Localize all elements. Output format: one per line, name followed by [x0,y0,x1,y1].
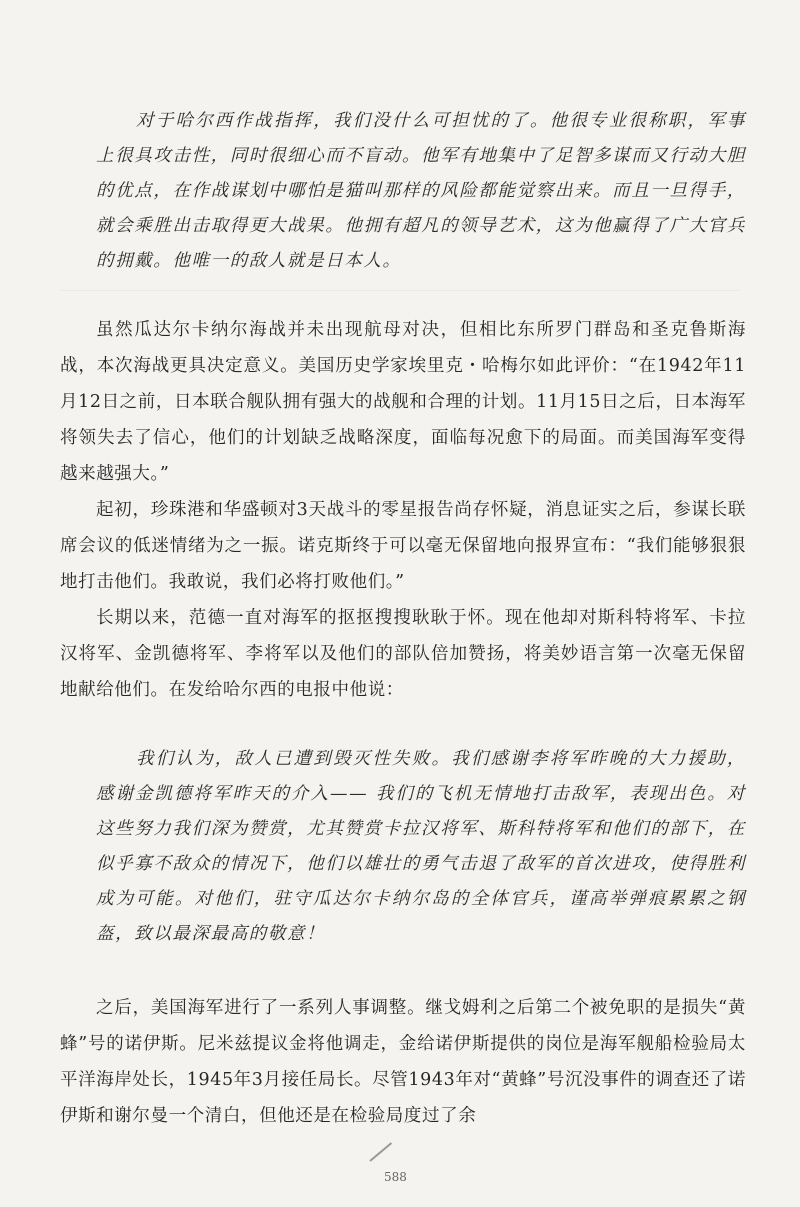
quote-paragraph: 对于哈尔西作战指挥，我们没什么可担忧的了。他很专业很称职，军事上很具攻击性，同时很细心而不盲动。他军有地集中了足智多谋而又行动大胆的优点，在作战谋划中哪怕是猫叫那样的风险都能觉察出来。而且一旦得手，就会乘胜出击取得更大战果。他拥有超凡的领导艺术，这为他赢得了广大官兵的拥戴。他唯一的敌人就是日本人。 [96,111,746,271]
body-paragraph: 之后，美国海军进行了一系列人事调整。继戈姆利之后第二个被免职的是损失“黄蜂”号的诺伊斯。尼米兹提议金将他调走，金给诺伊斯提供的岗位是海军舰船检验局太平洋海岸处长，1945年3月接任局长。尽管1943年对“黄蜂”号沉没事件的调查还了诺伊斯和谢尔曼一个清白，但他还是在检验局度过了余 [60,998,746,1126]
page-number-ornament [369,1142,392,1162]
body-paragraph: 起初，珍珠港和华盛顿对3天战斗的零星报告尚存怀疑，消息证实之后，参谋长联席会议的低迷情绪为之一振。诺克斯终于可以毫无保留地向报界宣布：“我们能够狠狠地打击他们。我敢说，我们必将打败他们。” [60,500,746,592]
body-section-1 [60,312,746,708]
body-paragraph: 虽然瓜达尔卡纳尔海战并未出现航母对决，但相比东所罗门群岛和圣克鲁斯海战，本次海战更具决定意义。美国历史学家埃里克・哈梅尔如此评价：“在1942年11月12日之前，日本联合舰队拥有强大的战舰和合理的计划。11月15日之后，日本海军将领失去了信心，他们的计划缺乏战略深度，面临每况愈下的局面。而美国海军变得越来越强大。” [60,320,746,484]
block-quote-telegram [96,742,746,952]
page-number: 588 [384,1170,407,1184]
body-paragraph: 长期以来，范德一直对海军的抠抠搜搜耿耿于怀。现在他却对斯科特将军、卡拉汉将军、金凯德将军、李将军以及他们的部队倍加赞扬，将美妙语言第一次毫无保留地献给他们。在发给哈尔西的电报中他说： [60,608,746,700]
quote-paragraph: 我们认为，敌人已遭到毁灭性失败。我们感谢李将军昨晚的大力援助，感谢金凯德将军昨天的介入—— 我们的飞机无情地打击敌军，表现出色。对这些努力我们深为赞赏，尤其赞赏卡拉汉将军、斯科特将军和他们的部下，在似乎寡不敌众的情况下，他们以雄壮的勇气击退了敌军的首次进攻，使得胜利成为可能。对他们，驻守瓜达尔卡纳尔岛的全体官兵，谨高举弹痕累累之钢盔，致以最深最高的敬意！ [96,749,746,944]
bleed-through-mark [60,290,740,291]
block-quote-halsey [96,104,746,279]
body-section-2 [60,990,746,1134]
